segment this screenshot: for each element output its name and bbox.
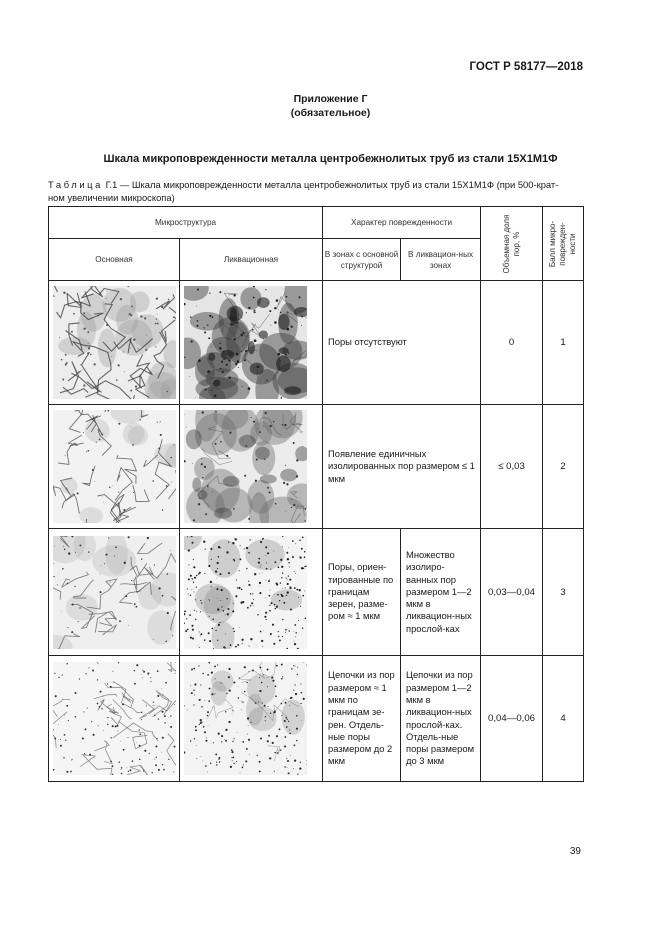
header-damage-character: Характер поврежденности: [323, 207, 481, 239]
appendix-status: (обязательное): [290, 107, 371, 119]
table-row: [49, 405, 584, 529]
caption-text: Г.1 — Шкала микроповрежденности металла центробежнолитых труб из стали 15Х1М1Ф (при 500-крат-: [102, 179, 559, 190]
header-row-1: [49, 207, 584, 239]
damage-basic-zones: Цепочки из пор размером ≈ 1 мкм по границам зе-рен. Отдель-ные поры размером до 2 мкм: [323, 656, 401, 782]
damage-description: Появление единичных изолированных пор размером ≤ 1 мкм: [323, 405, 481, 529]
table-row: [49, 281, 584, 405]
damage-score-value: 2: [543, 405, 584, 529]
volume-fraction-value: 0,03—0,04: [481, 529, 543, 656]
table-row: [49, 656, 584, 782]
damage-score-value: 4: [543, 656, 584, 782]
table-row: [49, 529, 584, 656]
header-volume-fraction: Объемная доля пор, %: [481, 207, 543, 281]
micrograph-image: [53, 536, 176, 649]
damage-basic-zones: Поры, ориен-тированные по границам зерен, разме-ром ≈ 1 мкм: [323, 529, 401, 656]
header-zones-basic: В зонах с основной структурой: [323, 239, 401, 281]
damage-score-value: 3: [543, 529, 584, 656]
appendix-heading: [0, 92, 661, 120]
micrograph-image: [53, 662, 176, 775]
volume-fraction-value: 0: [481, 281, 543, 405]
standard-code: ГОСТ Р 58177—2018: [469, 61, 583, 73]
micrograph-basic-3: [49, 529, 180, 656]
micrograph-image: [184, 662, 307, 775]
damage-liquation-zones: Множество изолиро-ванных пор размером 1—2 мкм в ликвацион-ных прослой-ках: [401, 529, 481, 656]
micrograph-liquation-3: [180, 529, 323, 656]
micrograph-liquation-2: [180, 405, 323, 529]
header-liquation: Ликвационная: [180, 239, 323, 281]
damage-scale-table: [48, 206, 584, 782]
header-basic: Основная: [49, 239, 180, 281]
micrograph-basic-2: [49, 405, 180, 529]
micrograph-image: [184, 410, 307, 523]
micrograph-basic-1: [49, 281, 180, 405]
volume-fraction-value: 0,04—0,06: [481, 656, 543, 782]
micrograph-liquation-1: [180, 281, 323, 405]
micrograph-image: [53, 410, 176, 523]
appendix-title: Приложение Г: [293, 93, 368, 105]
micrograph-image: [184, 536, 307, 649]
table-caption: [48, 178, 588, 204]
damage-score-value: 1: [543, 281, 584, 405]
header-microstructure: Микроструктура: [49, 207, 323, 239]
micrograph-liquation-4: [180, 656, 323, 782]
micrograph-image: [53, 286, 176, 399]
header-zones-liquation: В ликвацион-ных зонах: [401, 239, 481, 281]
header-damage-score: Балл микро-поврежден-ности: [543, 207, 584, 281]
micrograph-image: [184, 286, 307, 399]
volume-fraction-value: ≤ 0,03: [481, 405, 543, 529]
main-title: Шкала микроповрежденности металла центробежнолитых труб из стали 15Х1М1Ф: [103, 153, 558, 165]
damage-description: Поры отсутствуют: [323, 281, 481, 405]
damage-liquation-zones: Цепочки из пор размером 1—2 мкм в ликвацион-ных прослой-ках. Отдель-ные поры размером до 3 мкм: [401, 656, 481, 782]
page-number: 39: [569, 846, 581, 857]
caption-text-line2: ном увеличении микроскопа): [48, 192, 175, 203]
caption-label: Таблица: [48, 179, 103, 190]
micrograph-basic-4: [49, 656, 180, 782]
